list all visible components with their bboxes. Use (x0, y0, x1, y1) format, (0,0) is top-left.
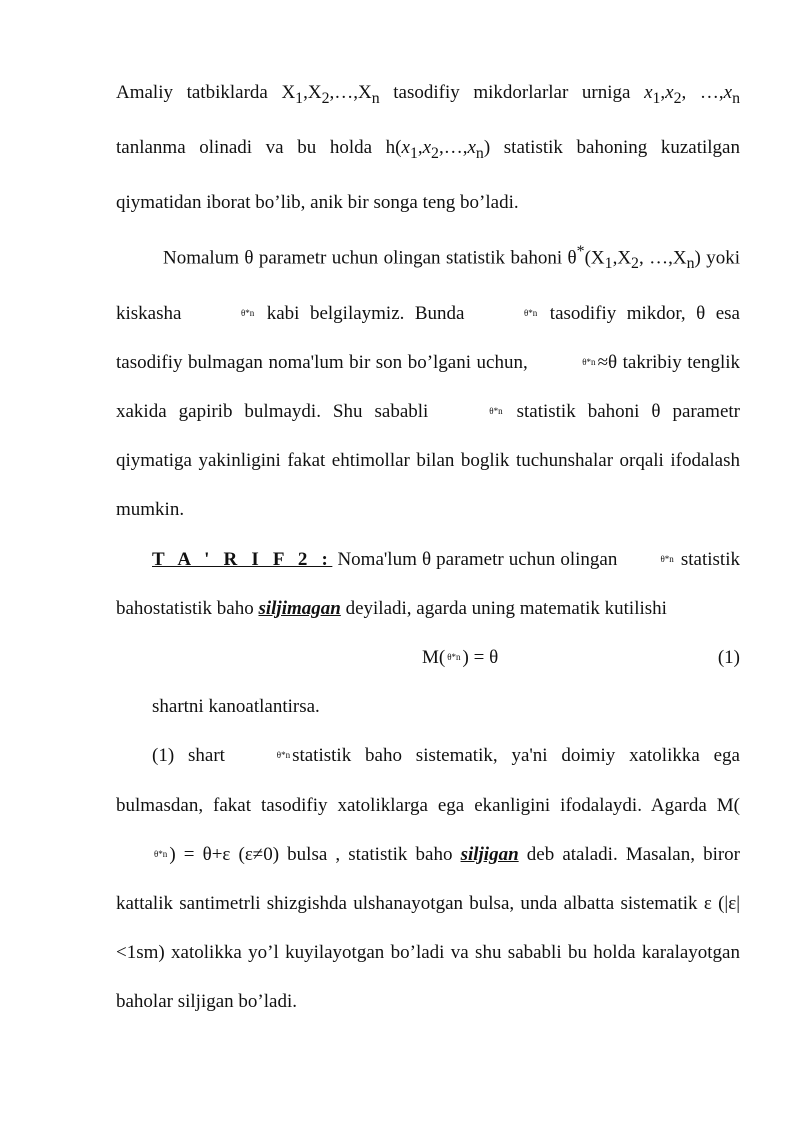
text-run: tasodifiy mikdorlarlar urniga (379, 82, 645, 103)
subscript: 2 (431, 144, 439, 162)
text-run: , (417, 137, 423, 158)
text-run: Nomalum θ parametr uchun olingan statistik bahoni θ (163, 247, 577, 269)
paragraph-definition (116, 535, 740, 633)
text-run: , (660, 82, 666, 103)
text-run: kabi belgilaymiz. Bunda (256, 302, 475, 324)
formula-left: M( (422, 646, 446, 668)
text-run: ) = θ+ε (ε≠0) bulsa , statistik baho (169, 843, 461, 865)
text-run: deb ataladi. Masalan, biror kattalik santimetrli shizgishda ulshanayotgan bulsa, unda albatta sistematik ε (|ε|<1sm) xatolikka yo’l kuyilayotgan bo’ladi va shu sababli bu holda karalayotgan baholar siljigan bo’ladi. (116, 843, 740, 1013)
text-run: ) yoki kiskasha (116, 247, 740, 324)
paragraph-notation (116, 227, 740, 534)
variable: x (422, 137, 432, 158)
formula-line (116, 633, 740, 682)
paragraph-intro (116, 68, 740, 227)
subscript: 1 (295, 89, 304, 107)
text-run: ) statistik bahoning kuzatilgan qiymatidan iborat bo’lib, anik bir songa teng bo’ladi. (116, 137, 740, 213)
text-run: , …,X (638, 247, 687, 269)
subscript: n (686, 255, 695, 273)
subscript: 1 (604, 255, 613, 273)
text-run: tanlanma olinadi va bu holda h( (116, 137, 402, 158)
formula-right: ) = θ (462, 646, 499, 668)
text-run: tasodifiy mikdor, θ esa tasodifiy bulmagan noma'lum bir son bo’lgani uchun, (116, 302, 740, 373)
text-run: ,…,X (329, 82, 372, 103)
theta-estimator-glyph: θ*n (660, 553, 674, 564)
subscript: n (371, 89, 380, 107)
term-unbiased: siljimagan (258, 597, 341, 619)
subscript: n (475, 144, 484, 162)
subscript: n (732, 89, 740, 107)
variable: x (665, 82, 674, 103)
text-run: statistik bahostatistik baho (116, 548, 740, 619)
variable: x (644, 82, 653, 103)
theta-estimator-glyph: θ*n (240, 307, 255, 318)
text-run: statistik bahoni θ parametr qiymatiga yakinligini fakat ehtimollar bilan boglik tuchunshalar orqali ifodalash mumkin. (116, 400, 740, 521)
theta-estimator-glyph: θ*n (582, 356, 596, 367)
variable: x (467, 137, 476, 158)
term-biased: siljigan (460, 843, 519, 865)
paragraph-biased (116, 731, 740, 1026)
subscript: 2 (321, 89, 330, 107)
theta-estimator-glyph: θ*n (523, 307, 538, 318)
text-run: ,X (303, 82, 322, 103)
subscript: 1 (409, 144, 418, 162)
theta-estimator-glyph: θ*n (154, 848, 168, 859)
variable: x (723, 82, 733, 103)
variable: x (401, 137, 410, 158)
text-run: ≈θ takribiy tenglik xakida gapirib bulmaydi. Shu sababli (116, 351, 740, 422)
text-run: deyiladi, agarda uning matematik kutilishi (340, 597, 667, 619)
text-run: Noma'lum θ parametr uchun olingan (332, 548, 623, 570)
subscript: 2 (673, 89, 682, 107)
equation-number: (1) (717, 646, 740, 668)
text-run: ,X (612, 247, 632, 269)
text-run: Amaliy tatbiklarda X (116, 82, 296, 103)
definition-label: T A ' R I F 2 : (152, 548, 333, 570)
formula (422, 633, 498, 682)
text-run: ,…, (438, 137, 468, 158)
subscript: 2 (631, 255, 639, 273)
theta-estimator-glyph: θ*n (276, 750, 291, 761)
text-run: (X (584, 247, 605, 269)
text-run: (1) shart (152, 745, 239, 767)
theta-estimator-glyph: θ*n (489, 405, 503, 416)
subscript: 1 (652, 89, 661, 107)
text-run: statistik baho sistematik, ya'ni doimiy xatolikka ega bulmasdan, fakat tasodifiy xatoliklarga ega ekanligini ifodalaydi. Agarda M( (116, 745, 740, 816)
superscript: * (576, 243, 585, 261)
text-run: , …, (681, 82, 724, 103)
paragraph-condition: shartni kanoatlantirsa. (152, 696, 320, 718)
theta-estimator-glyph: θ*n (447, 651, 461, 662)
